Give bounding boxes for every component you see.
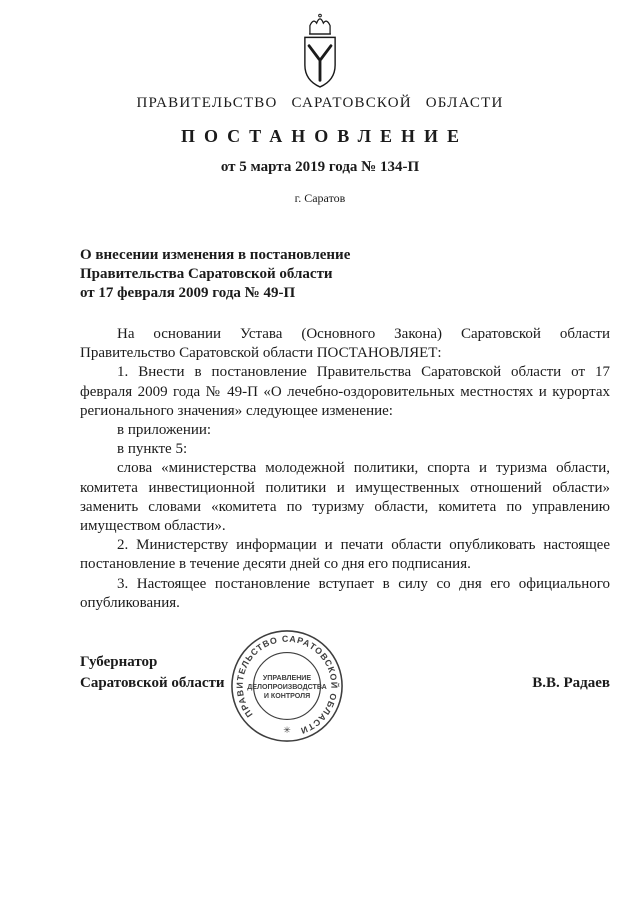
stamp-star-mark: ✳ <box>283 725 291 736</box>
signer-post-line: Саратовской области <box>80 675 225 691</box>
stamp-ring-text: ПРАВИТЕЛЬСТВО САРАТОВСКОЙ ОБЛАСТИ <box>234 633 340 737</box>
body-paragraph: 2. Министерству информации и печати области опубликовать настоящее постановление в течение десяти дней со дня его подписания. <box>80 537 610 573</box>
official-stamp <box>228 627 346 745</box>
document-subject <box>80 246 610 303</box>
document-body <box>80 325 610 613</box>
body-paragraph: 3. Настоящее постановление вступает в силу со дня его официального опубликования. <box>80 575 610 611</box>
body-paragraph: в приложении: <box>117 422 212 439</box>
body-paragraph: слова «министерства молодежной политики, спорта и туризма области, комитета инвестиционной политики и имущественных отношений области» заменить словами «комитета по туризму области, комитета по управлению имуществом области». <box>80 460 610 535</box>
subject-line: Правительства Саратовской области <box>80 266 333 282</box>
body-paragraph: в пункте 5: <box>117 441 188 458</box>
signer-name: В.В. Радаев <box>532 675 610 691</box>
coat-of-arms-icon <box>294 8 346 92</box>
signer-post <box>80 652 225 694</box>
stamp-center-line: И КОНТРОЛЯ <box>263 691 311 700</box>
signer-post-line: Губернатор <box>80 654 158 670</box>
body-paragraph: На основании Устава (Основного Закона) Саратовской области Правительство Саратовской области ПОСТАНОВЛЯЕТ: <box>80 326 610 362</box>
stamp-center-line: УПРАВЛЕНИЕ <box>262 674 312 683</box>
document-type-title: ПОСТАНОВЛЕНИЕ <box>180 126 469 146</box>
stamp-center-line: ДЕЛОПРОИЗВОДСТВА <box>247 682 327 691</box>
organization-name: ПРАВИТЕЛЬСТВО САРАТОВСКОЙ ОБЛАСТИ <box>136 95 504 111</box>
subject-line: О внесении изменения в постановление <box>80 247 351 263</box>
body-paragraph: 1. Внести в постановление Правительства Саратовской области от 17 февраля 2009 года № 49-П «О лечебно-оздоровительных местностях и курортах регионального значения» следующее изменение: <box>80 364 610 419</box>
document-date-number: от 5 марта 2019 года № 134-П <box>220 159 420 175</box>
document-city: г. Саратов <box>294 191 346 205</box>
subject-line: от 17 февраля 2009 года № 49-П <box>80 285 296 301</box>
